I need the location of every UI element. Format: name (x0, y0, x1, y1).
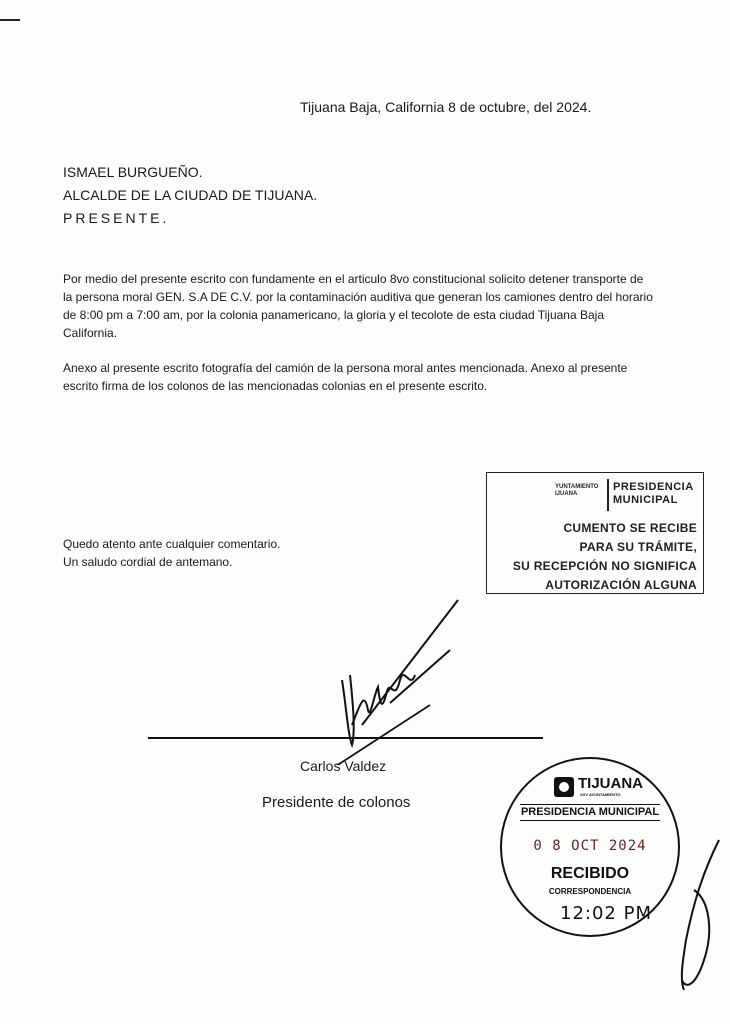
signature-line (148, 737, 543, 739)
stamp-notice (513, 519, 697, 595)
body-paragraph: Por medio del presente escrito con fundamente en el articulo 8vo constitucional solicito detener transporte de la persona moral GEN. S.A DE C.V. por la contaminación auditiva que generan los camiones dentro del horario de 8:00 pm a 7:00 am, por la colonia panamericano, la gloria y el tecolote de esta ciudad Tijuana Baja California. (63, 272, 653, 340)
stamp-notice-line: PARA SU TRÁMITE, (579, 540, 697, 554)
addressee-block (63, 161, 317, 230)
addressee-name: ISMAEL BURGUEÑO. (63, 164, 203, 180)
stamp-subtitle: XXV AYUNTAMIENTO (580, 792, 621, 797)
received-round-stamp (500, 757, 680, 937)
stamp-office (613, 481, 694, 507)
reception-stamp (486, 472, 704, 594)
stamp-department: CORRESPONDENCIA (548, 887, 632, 896)
letter-body (63, 270, 653, 412)
addressee-title: ALCALDE DE LA CIUDAD DE TIJUANA. (63, 187, 318, 203)
stamp-office-line: MUNICIPAL (613, 494, 678, 506)
stamp-rule (520, 820, 660, 821)
stamp-office: PRESIDENCIA MUNICIPAL (520, 806, 660, 818)
stamp-notice-line: CUMENTO SE RECIBE (563, 521, 697, 535)
stamp-rule (520, 804, 660, 805)
scan-corner-mark (0, 19, 20, 21)
stamp-notice-line: SU RECEPCIÓN NO SIGNIFICA (512, 559, 697, 573)
closing-line: Quedo atento ante cualquier comentario. (63, 537, 281, 551)
body-paragraph: Anexo al presente escrito fotografía del camión de la persona moral antes mencionada. Anexo al presente escrito firma de los colonos de las mencionadas colonias en el presente escrito. (63, 361, 628, 393)
stamp-divider (607, 479, 609, 511)
signer-name: Carlos Valdez (300, 758, 387, 774)
stamp-notice-line: AUTORIZACIÓN ALGUNA (545, 578, 697, 592)
handwritten-signature (290, 595, 470, 765)
closing-line: Un saludo cordial de antemano. (63, 555, 233, 569)
handwritten-initials (664, 830, 724, 1000)
signer-role: Presidente de colonos (262, 794, 411, 811)
stamp-status: RECIBIDO (550, 865, 630, 882)
stamp-date: 0 8 OCT 2024 (533, 838, 647, 854)
stamp-ayuntamiento: YUNTAMIENTO IJUANA (555, 484, 599, 497)
presente-line: PRESENTE. (63, 210, 170, 226)
stamp-city: TIJUANA (578, 775, 644, 792)
city-crest-icon (554, 777, 574, 797)
stamp-time: 12:02 PM (560, 903, 652, 924)
stamp-office-line: PRESIDENCIA (613, 481, 694, 493)
date-line: Tijuana Baja, California 8 de octubre, del 2024. (300, 99, 592, 115)
closing-block (63, 535, 280, 571)
